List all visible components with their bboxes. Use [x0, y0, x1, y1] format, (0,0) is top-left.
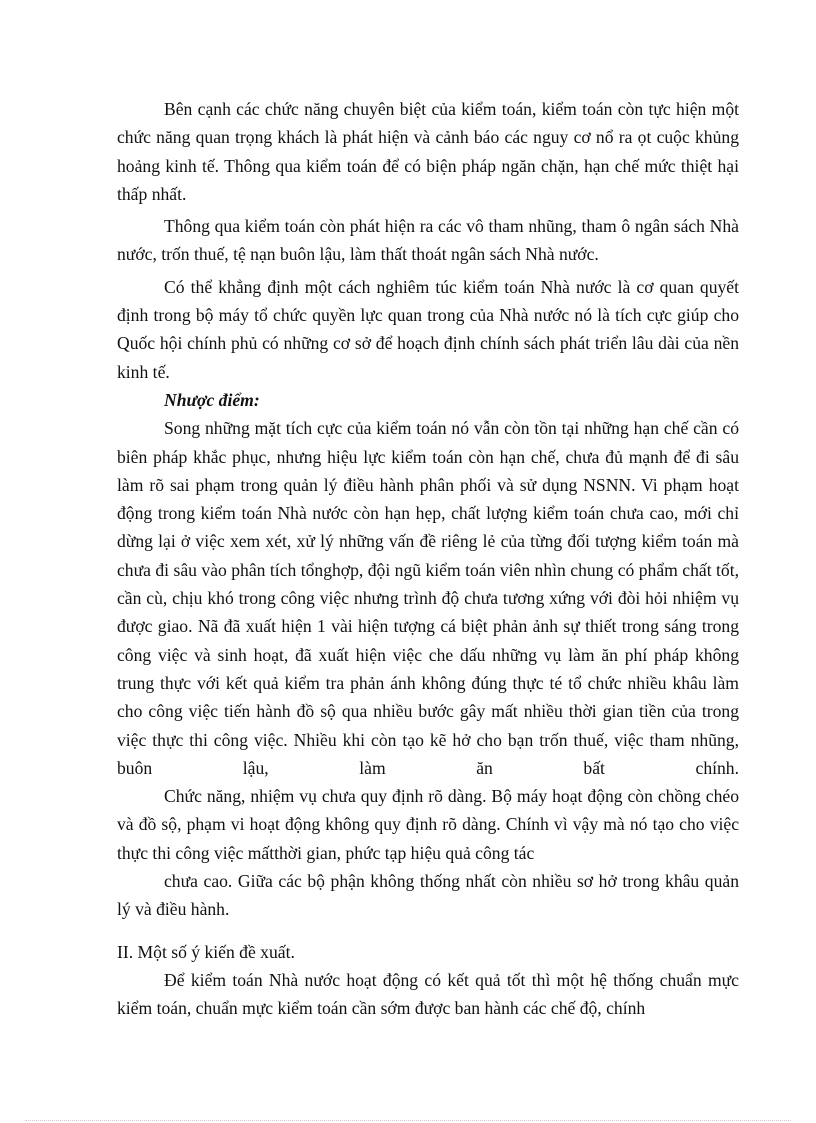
paragraph-detect-corruption: Thông qua kiểm toán còn phát hiện ra các vô tham nhũng, tham ô ngân sách Nhà nước, trốn thuế, tệ nạn buôn lậu, làm thất thoát ngân sách Nhà nước.: [117, 216, 739, 265]
section-heading-proposals: II. Một số ý kiến đề xuất.: [117, 941, 295, 962]
paragraph-unclear-functions: Chức năng, nhiệm vụ chưa quy định rõ dàng. Bộ máy hoạt động còn chồng chéo và đồ sộ, phạm vi hoạt động không quy định rõ dàng. Chính vì vậy mà nó tạo cho việc thực thi công việc mấtthời gian, phức tạp hiệu quả công tác: [117, 786, 739, 863]
paragraph-audit-functions: Bên cạnh các chức năng chuyên biệt của kiểm toán, kiểm toán còn tực hiện một chức năng quan trọng khách là phát hiện và cảnh báo các nguy cơ nổ ra ọt cuộc khủng hoảng kinh tế. Thông qua kiểm toán để có biện pháp ngăn chặn, hạn chế mức thiệt hại thấp nhất.: [117, 99, 739, 204]
heading-weaknesses: Nhược điểm:: [164, 389, 260, 410]
paragraph-inefficiency: chưa cao. Giữa các bộ phận không thống nhất còn nhiều sơ hở trong khâu quản lý và điều hành.: [117, 871, 739, 920]
paragraph-proposal-standards: Để kiểm toán Nhà nước hoạt động có kết quả tốt thì một hệ thống chuẩn mực kiểm toán, chuẩn mực kiểm toán cần sớm được ban hành các chế độ, chính: [117, 969, 739, 1019]
document-body: [117, 95, 739, 1023]
paragraph-state-audit-role: Có thể khẳng định một cách nghiêm túc kiểm toán Nhà nước là cơ quan quyết định trong bộ máy tổ chức quyền lực quan trong của Nhà nước nó là tích cực giúp cho Quốc hội chính phủ có những cơ sở để hoạch định chính sách phát triển lâu dài của nền kinh tế.: [117, 276, 739, 382]
paragraph-limitations: Song những mặt tích cực của kiểm toán nó vẫn còn tồn tại những hạn chế cần có biên pháp khắc phục, nhưng hiệu lực kiểm toán còn hạn chế, chưa đủ mạnh để đi sâu làm rõ sai phạm trong quản lý điều hành phân phối và sử dụng NSNN. Vi phạm hoạt động trong kiểm toán Nhà nước còn hạn hẹp, chất lượng kiểm toán chưa cao, mới chỉ dừng lại ở việc xem xét, xử lý những vấn đề riêng lẻ của từng đối tượng kiểm toán mà chưa đi sâu vào phân tích tổnghợp, đội ngũ kiểm toán viên nhìn chung có phẩm chất tốt, cần cù, chịu khó trong công việc nhưng trình độ chưa tương xứng với đòi hỏi nhiệm vụ được giao. Nã đã xuất hiện 1 vài hiện tượng cá biệt phản ảnh sự thiết trong sáng trong công việc và sinh hoạt, đã xuất hiện việc che dấu những vụ làm ăn phí pháp không trung thực với kết quả kiểm tra phản ánh không đúng thực té tổ chức nhiều khâu làm cho công việc tiến hành đồ sộ qua nhiều bước gây mất nhiều thời gian tiền của trong việc thực thi công việc. Nhiều khi còn tạo kẽ hở cho bạn trốn thuế, việc tham nhũng, buôn lậu, làm ăn bất chính.: [117, 418, 739, 778]
page-bottom-divider: [25, 1120, 791, 1121]
